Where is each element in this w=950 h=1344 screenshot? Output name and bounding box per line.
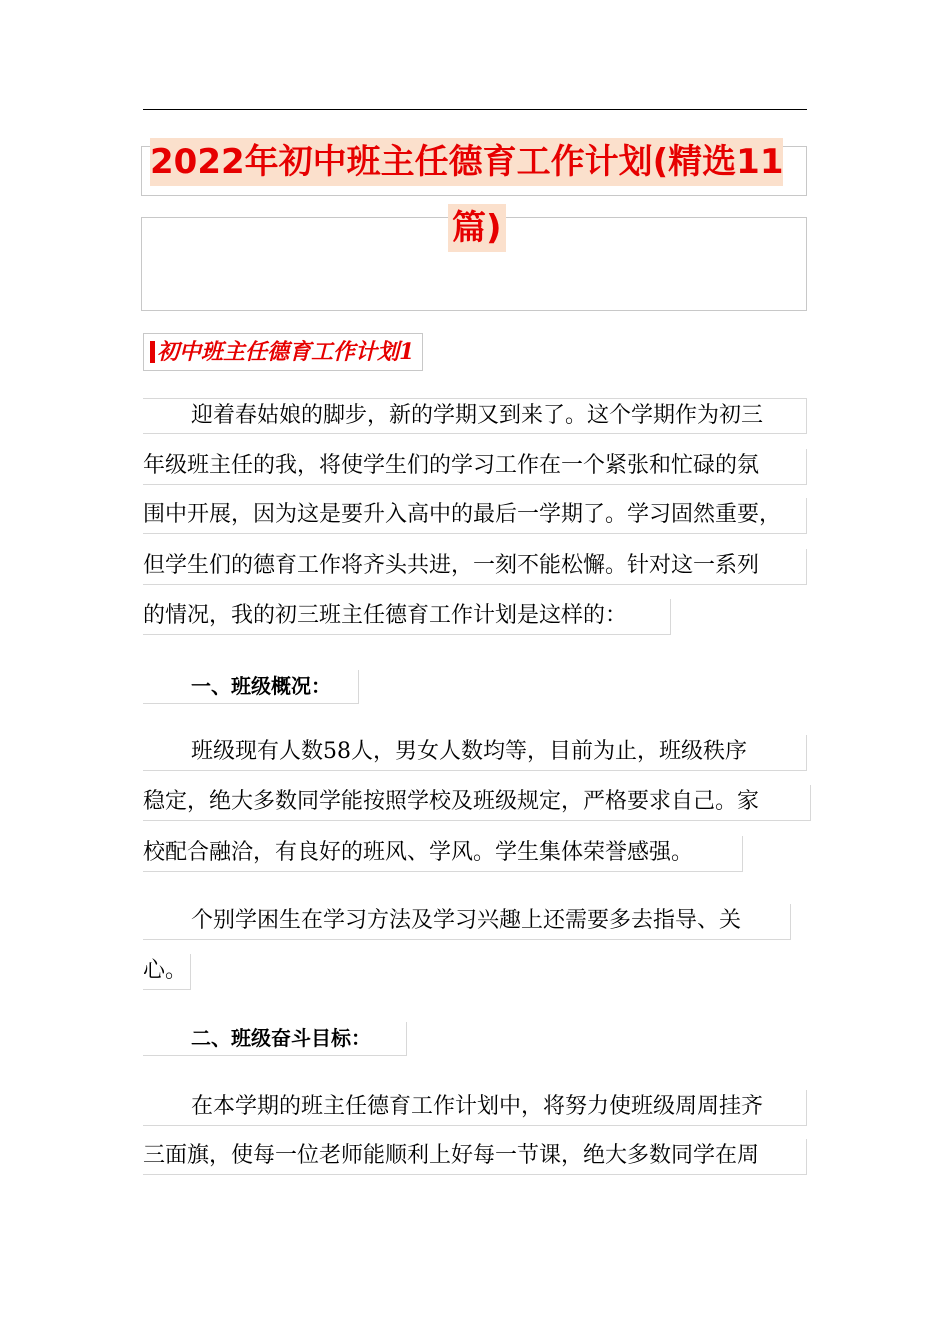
section-heading-text: 初中班主任德育工作计划1 [157,339,415,365]
paragraph-line: 个别学困生在学习方法及学习兴趣上还需要多去指导、关 [143,904,791,940]
paragraph-line: 稳定，绝大多数同学能按照学校及班级规定，严格要求自己。家 [143,785,811,821]
paragraph-line: 班级现有人数58人，男女人数均等，目前为止，班级秩序 [143,735,807,771]
subheading-class-goals: 二、班级奋斗目标： [143,1022,407,1056]
paragraph-line: 围中开展，因为这是要升入高中的最后一学期了。学习固然重要， [143,498,807,534]
paragraph-line: 迎着春姑娘的脚步，新的学期又到来了。这个学期作为初三 [143,398,807,434]
paragraph-line: 三面旗，使每一位老师能顺利上好每一节课，绝大多数同学在周 [143,1139,807,1175]
paragraph-line: 年级班主任的我，将使学生们的学习工作在一个紧张和忙碌的氛 [143,449,807,485]
header-rule [143,109,807,110]
section-heading [143,333,423,371]
subheading-class-overview: 一、班级概况： [143,670,359,704]
document-title-line-2: 篇) [448,204,506,252]
heading-marker-icon [150,341,155,363]
paragraph-line: 的情况，我的初三班主任德育工作计划是这样的： [143,599,671,635]
paragraph-line: 心。 [143,954,191,990]
document-title-line-1: 2022年初中班主任德育工作计划(精选11 [150,138,783,186]
paragraph-line: 但学生们的德育工作将齐头共进，一刻不能松懈。针对这一系列 [143,549,807,585]
paragraph-line: 在本学期的班主任德育工作计划中，将努力使班级周周挂齐 [143,1090,807,1126]
paragraph-line: 校配合融洽，有良好的班风、学风。学生集体荣誉感强。 [143,836,743,872]
